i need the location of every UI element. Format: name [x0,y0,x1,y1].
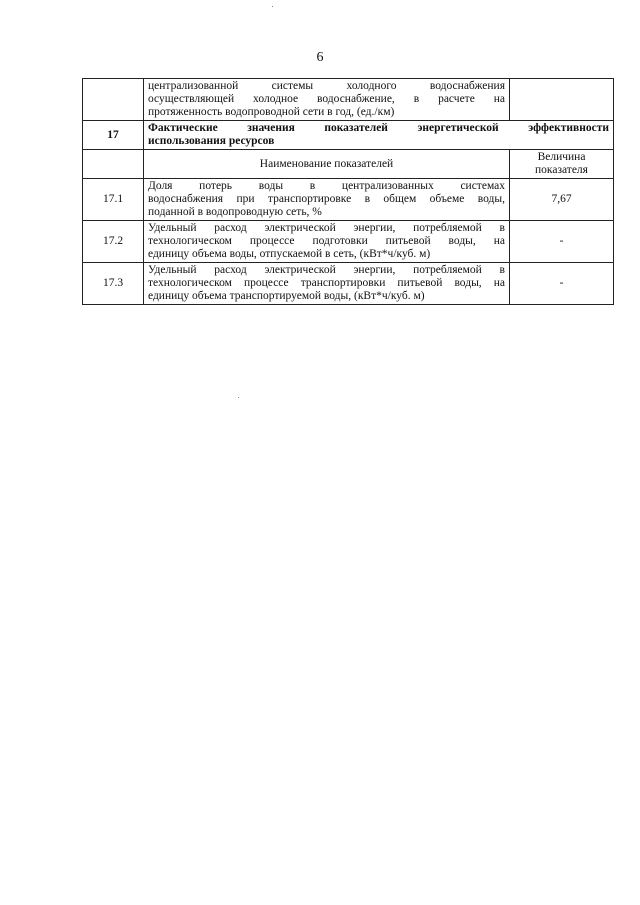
row-name-line: водоснабжения при транспортировке в общем объеме воды, [148,193,505,205]
row-name-line: Удельный расход электрической энергии, потребляемой в [148,222,505,234]
indicators-table [82,78,614,305]
row-name-line: поданной в водопроводную сеть, % [148,206,322,218]
row-name-line: технологическом процессе подготовки питьевой воды, на [148,235,505,247]
header-value [510,150,614,179]
section-title-line: использования ресурсов [148,135,275,147]
header-name: Наименование показателей [144,150,510,179]
row-name-line: технологическом процессе транспортировки питьевой воды, на [148,277,505,289]
header-number-cell [83,150,144,179]
header-row [83,150,614,179]
continuation-text [144,79,510,121]
section-title [144,121,614,150]
row-name-line: Удельный расход электрической энергии, потребляемой в [148,264,505,276]
row-name-line: единицу объема транспортируемой воды, (кВт*ч/куб. м) [148,290,425,302]
section-title-line: Фактические значения показателей энергетической эффективности [148,122,609,134]
continuation-line: централизованной системы холодного водоснабжения [148,80,505,92]
continuation-number-cell [83,79,144,121]
table-row [83,263,614,305]
header-value-line: Величина [537,151,586,163]
row-name-line: единицу объема воды, отпускаемой в сеть, (кВт*ч/куб. м) [148,248,431,260]
section-number: 17 [83,121,144,150]
row-number: 17.3 [83,263,144,305]
table-row [83,221,614,263]
row-value: - [510,263,614,305]
row-value: - [510,221,614,263]
page-number: 6 [316,50,324,65]
row-name [144,179,510,221]
scan-speck [272,6,273,7]
section-row [83,121,614,150]
continuation-line: осуществляющей холодное водоснабжение, в расчете на [148,93,505,105]
row-number: 17.2 [83,221,144,263]
continuation-line: протяженность водопроводной сети в год, (ед./км) [148,106,395,118]
continuation-row [83,79,614,121]
row-value: 7,67 [510,179,614,221]
row-name-line: Доля потерь воды в централизованных системах [148,180,505,192]
row-number: 17.1 [83,179,144,221]
row-name [144,221,510,263]
row-name [144,263,510,305]
scan-speck [238,397,239,398]
table-row [83,179,614,221]
continuation-value-cell [510,79,614,121]
header-value-line: показателя [535,164,588,176]
